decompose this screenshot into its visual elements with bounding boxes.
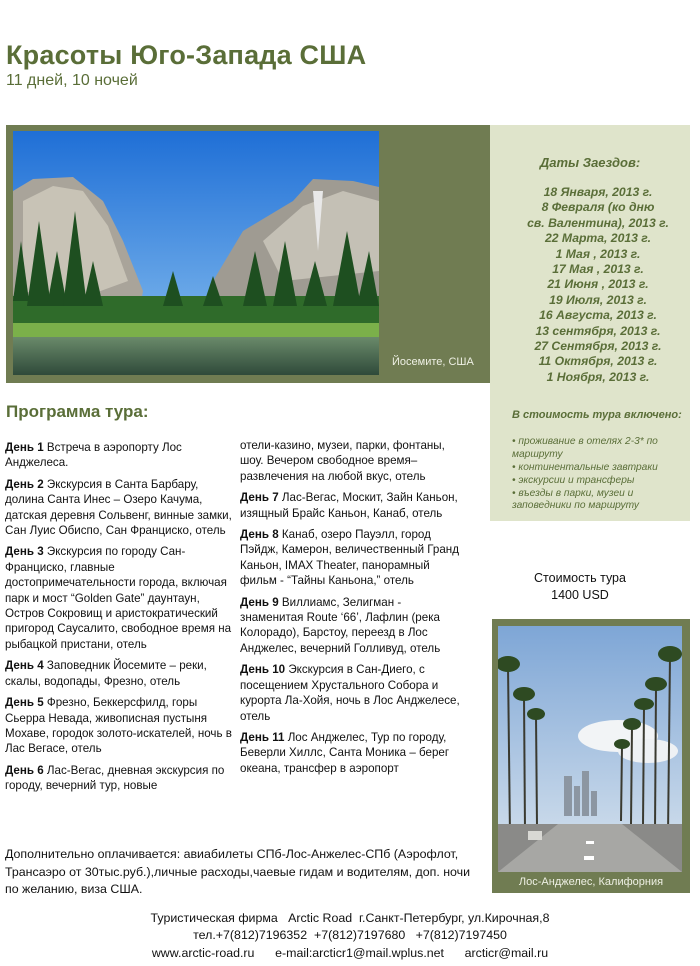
date-item: 13 сентября, 2013 г. [535,323,661,338]
date-item: 16 Августа, 2013 г. [539,308,657,323]
day-text: Лас-Вегас, Москит, Зайн Каньон, изящный Брайс Каньон, Канаб, отель [240,491,458,520]
tour-price [505,570,655,604]
day-text: Лос Анджелес, Тур по городу, Беверли Хиллс, Санта Моника – берег океана, трансфер в аэропорт [240,730,450,775]
program-day [5,440,233,471]
date-item: 19 Июля, 2013 г. [549,292,647,307]
day-text: Фрезно, Беккерсфилд, горы Сьерра Невада, живописная пустыня Мохаве, городок золото-искателей, ночь в Лас Вегасе, отель [5,696,232,756]
date-item: 8 Февраля (ко дню [541,200,655,215]
dates-list [508,185,688,385]
included-heading: В стоимость тура включено: [512,409,682,421]
day-label: День 3 [5,545,44,559]
program-day [240,527,466,589]
los-angeles-photo [498,626,682,872]
page-subtitle: 11 дней, 10 ночей [6,72,138,89]
footer-contacts [0,910,700,962]
date-item: 27 Сентября, 2013 г. [534,339,662,354]
day-label: День 9 [240,595,279,609]
included-list [512,436,688,513]
price-label: Стоимость тура [534,571,626,585]
day-label: День 1 [5,441,44,454]
day-label: День 10 [240,663,286,677]
yosemite-photo [13,131,379,375]
date-item: 17 Мая , 2013 г. [552,262,644,277]
price-value: 1400 USD [551,588,609,602]
included-item: • континентальные завтраки [512,461,658,473]
program-day [240,662,466,724]
program-day [5,544,233,652]
program-day [5,477,233,539]
program-heading: Программа тура: [6,402,149,421]
footer-web-email: www.arctic-road.ru e-mail:arcticr1@mail.wplus.net arcticr@mail.ru [151,945,549,960]
program-day-6-continued: отели-казино, музеи, парки, фонтаны, шоу. Вечером свободное время– развлечения на любой вкус, отель [240,439,445,483]
day-label: День 2 [5,477,44,491]
day-label: День 7 [240,491,279,505]
day-label: День 4 [5,659,44,673]
program-day [240,730,466,776]
included-item: • въезды в парки, музеи и заповедники по маршруту [512,487,639,511]
yosemite-caption: Йосемите, США [392,356,474,368]
day-label: День 5 [5,696,44,710]
day-label: День 8 [240,528,279,542]
day-text: Виллиамс, Зелигман - знаменитая Route ‘66’, Лафлин (река Колорадо), Барстоу, переезд в Лос Анджелес, вечерний Голливуд, отель [240,595,441,655]
day-text: Заповедник Йосемите – реки, скалы, водопады, Фрезно, отель [5,659,207,688]
day-text: Канаб, озеро Пауэлл, город Пэйдж, Камерон, величественный Гранд Каньон, IMAX Theater, панорамный фильм - “Тайны Каньона,” отель [240,528,459,588]
date-item: св. Валентина), 2013 г. [527,215,669,230]
footer-phones: тел.+7(812)7196352 +7(812)7197680 +7(812)7197450 [193,928,507,943]
day-text: Лас-Вегас, дневная экскурсия по городу, вечерний тур, новые [5,763,225,793]
program-day [240,490,466,521]
program-column-1 [5,440,233,800]
program-day [5,658,233,689]
program-day [5,695,233,757]
day-text: Экскурсия в Санта Барбару, долина Санта Инес – Озеро Качума, датская деревня Сольвенг, винные замки, Сан Луис Обиспо, Сан Франциско, отель [5,477,232,538]
date-item: 22 Марта, 2013 г. [544,231,652,246]
sidebar-panel [490,125,690,521]
date-item: 1 Ноября, 2013 г. [546,369,650,384]
page-title: Красоты Юго-Запада США [6,40,367,70]
day-text: Экскурсия в Сан-Диего, с посещением Хрустального Собора и курорта Ла-Хойя, ночь в Лос Анджелесе, отель [240,663,460,723]
footer-company: Туристическая фирма Arctic Road г.Санкт-Петербург, ул.Кирочная,8 [150,911,550,925]
date-item: 11 Октября, 2013 г. [538,354,658,369]
date-item: 18 Января, 2013 г. [543,185,653,199]
date-item: 21 Июня , 2013 г. [547,277,649,292]
day-text: Встреча в аэропорту Лос Анджелеса. [5,441,182,470]
program-column-2 [240,438,466,782]
additional-costs: Дополнительно оплачивается: авиабилеты СПб-Лос-Анжелес-СПб (Аэрофлот, Трансаэро от 30тыс.руб.),личные расходы,чаевые гидам и водителям, доп. ночи по желанию, виза США. [5,847,471,896]
day-label: День 11 [240,730,285,744]
program-day [5,763,233,794]
los-angeles-caption: Лос-Анджелес, Калифорния [518,876,664,888]
included-item: • экскурсии и трансферы [512,474,635,486]
day-label: День 6 [5,763,44,777]
day-text: Экскурсия по городу Сан-Франциско, главные достопримечательности города, включая парк и мост “Golden Gate” даунтаун, Остров Сокровищ и аристократический пригород Саусалито, свободное время на рыбацкой пристани, отель [5,545,232,651]
date-item: 1 Мая , 2013 г. [555,246,641,261]
included-item: • проживание в отелях 2-3* по маршруту [512,436,658,460]
program-day [240,595,466,657]
dates-heading: Даты Заездов: [539,155,641,170]
